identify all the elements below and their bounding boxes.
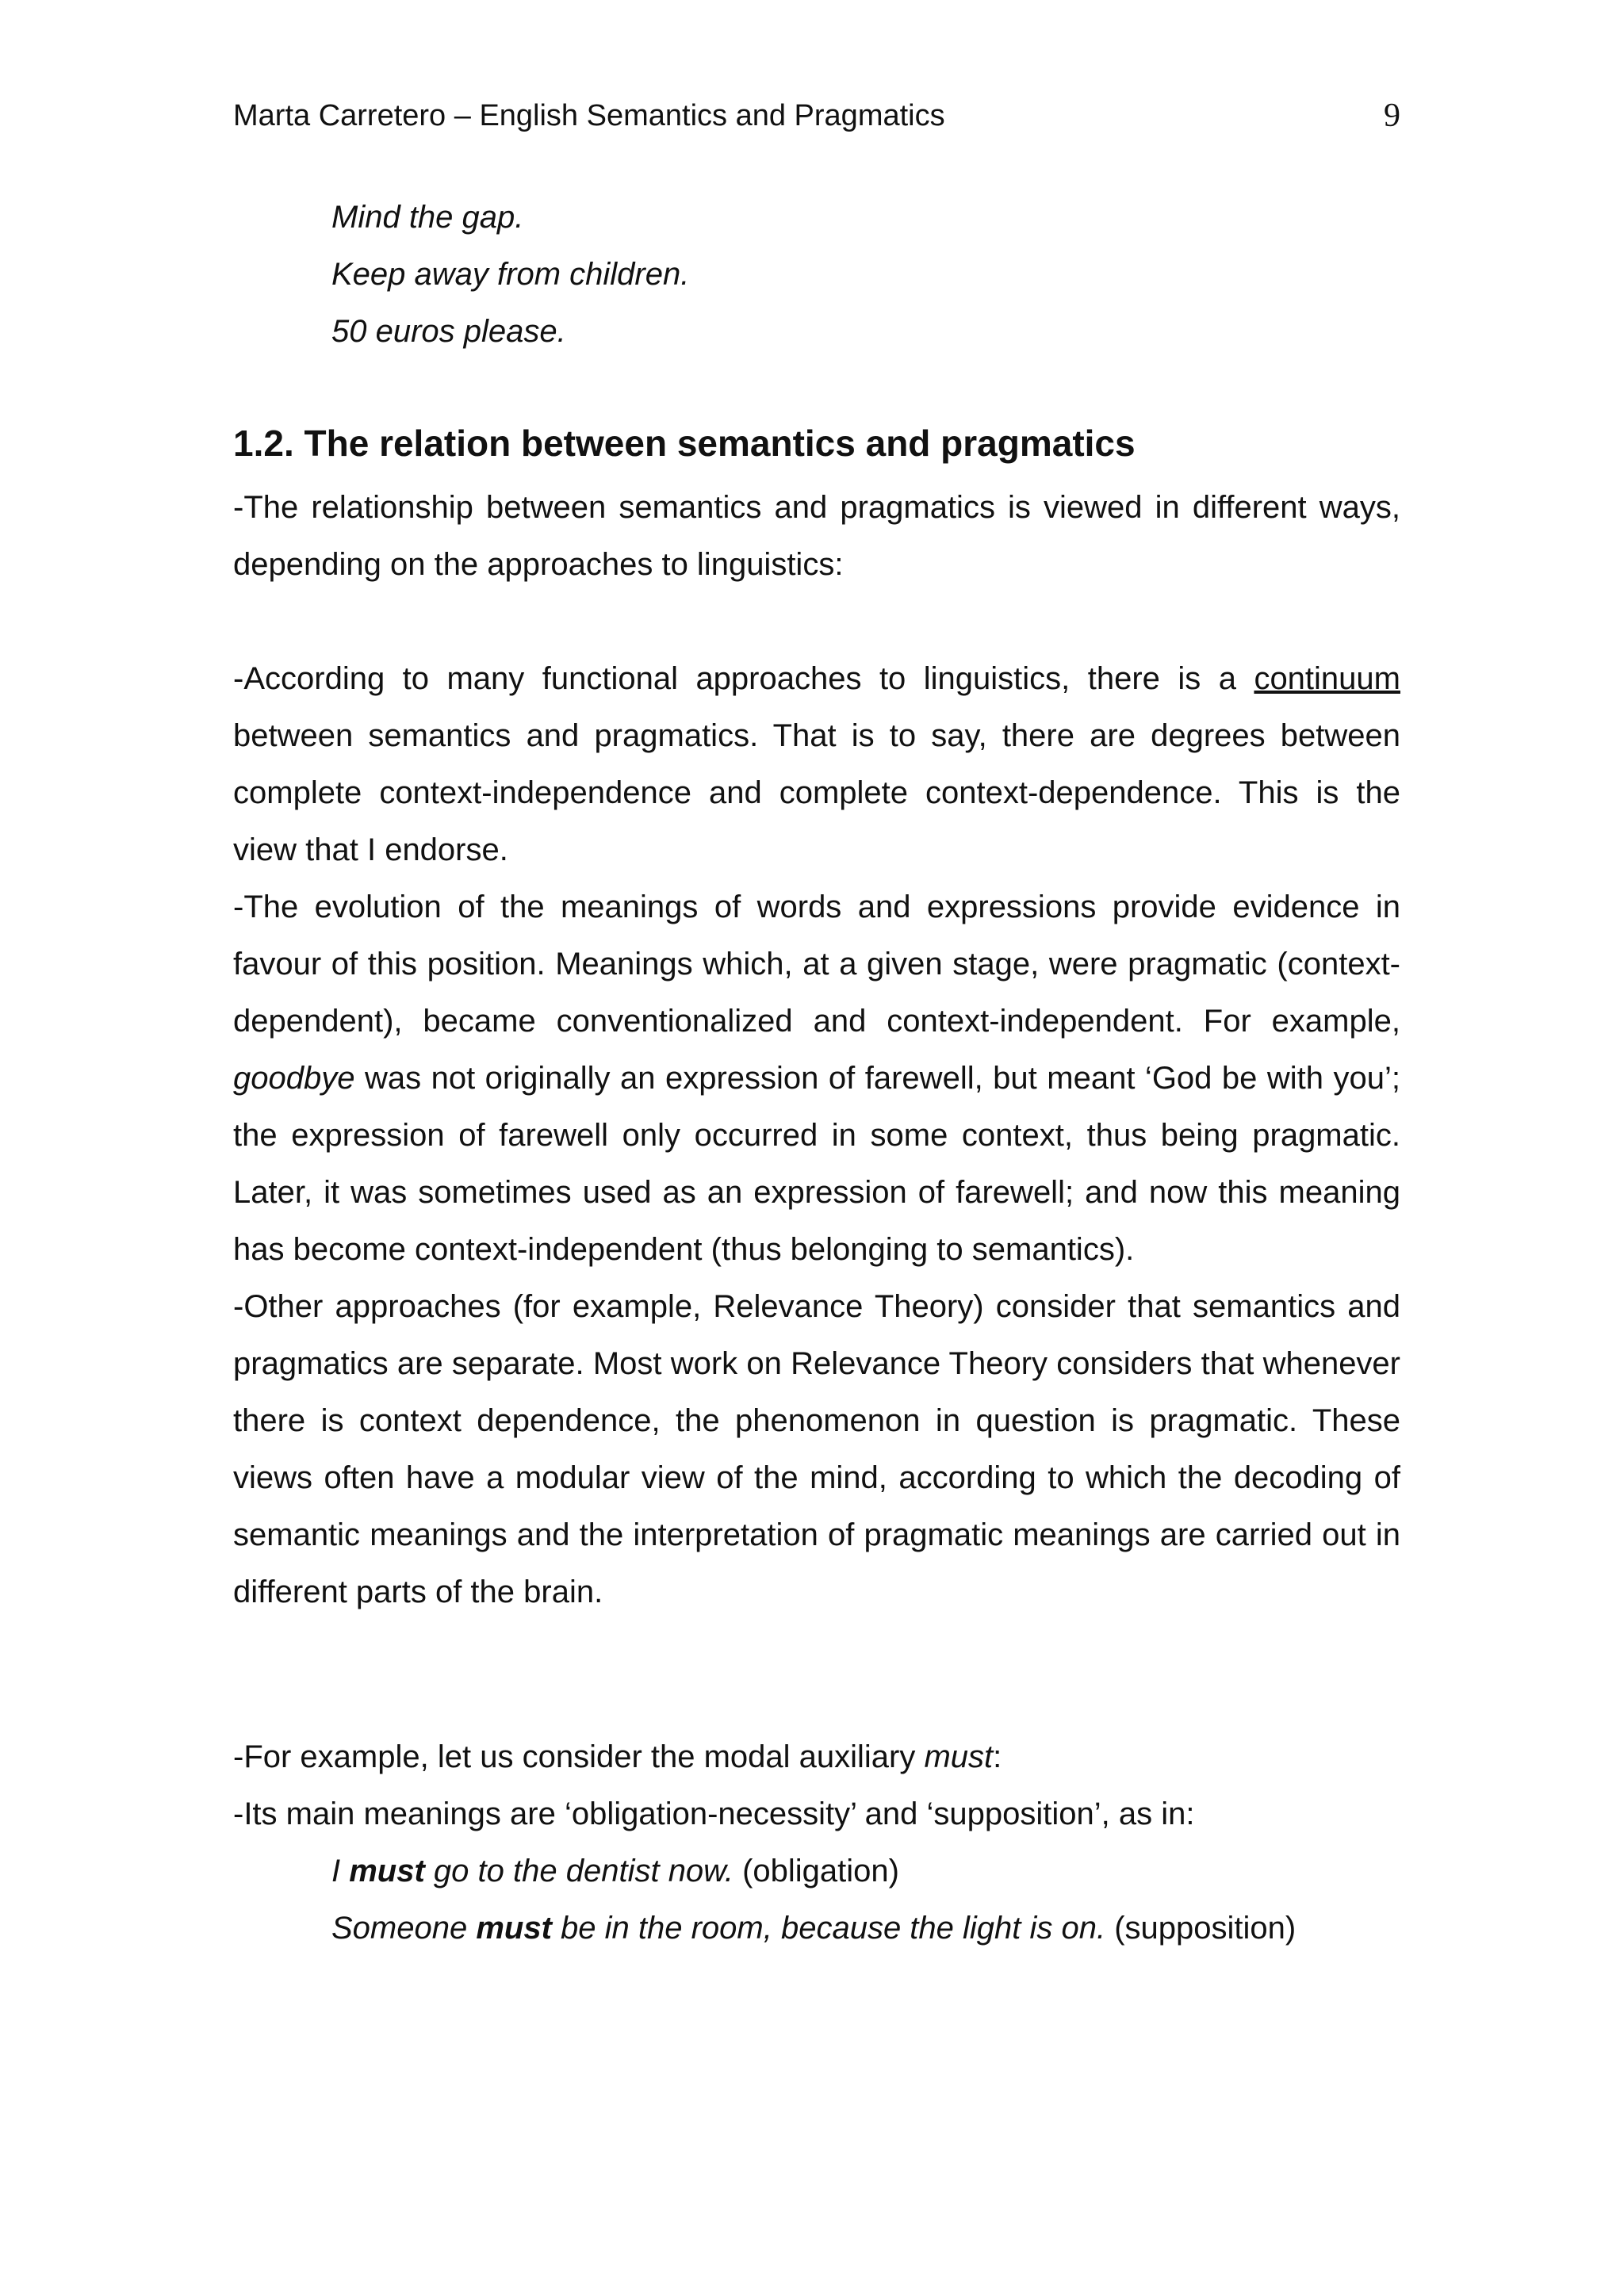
- text-run: -The evolution of the meanings of words and expressions provide evidence in favour of this position. Meanings which, at a given stage, were pragmatic (context-dependent), became conventionalized and context-independent. For example,: [233, 890, 1400, 1039]
- paragraph-modal: [233, 1728, 1400, 1785]
- example-sentence: Keep away from children.: [331, 257, 690, 292]
- example-label: (supposition): [1105, 1911, 1297, 1946]
- example-obligation: [233, 1843, 1400, 1900]
- text-run: between semantics and pragmatics. That is to say, there are degrees between complete context-independence and complete context-dependence. This is the view that I endorse.: [233, 718, 1400, 867]
- text-run: -For example, let us consider the modal auxiliary: [233, 1739, 925, 1774]
- example-supposition: [233, 1900, 1400, 1957]
- italic-term: must: [924, 1739, 994, 1774]
- page-number: 9: [1384, 98, 1400, 134]
- example-label: (obligation): [733, 1854, 899, 1888]
- paragraph-meanings: -Its main meanings are ‘obligation-necessity’ and ‘supposition’, as in:: [233, 1797, 1195, 1831]
- example-sentence: 50 euros please.: [331, 314, 566, 349]
- text-run: was not originally an expression of farewell, but meant ‘God be with you’; the expression of farewell only occurred in some context, thus being pragmatic. Later, it was sometimes used as an expression of farewell; and now this meaning has become context-independent (thus belonging to semantics).: [233, 1061, 1400, 1267]
- text-run: :: [993, 1739, 1002, 1774]
- page-header: [233, 94, 1400, 138]
- modal-paragraph-block: [233, 1728, 1400, 1957]
- main-paragraph-block: [233, 650, 1400, 1621]
- paragraph-evolution: [233, 878, 1400, 1278]
- italic-term: goodbye: [233, 1061, 355, 1096]
- paragraph-other-approaches: -Other approaches (for example, Relevance Theory) consider that semantics and pragmatics are separate. Most work on Relevance Theory considers that whenever there is context dependence, the phenomenon in question is pragmatic. These views often have a modular view of the mind, according to which the decoding of semantic meanings and the interpretation of pragmatic meanings are carried out in different parts of the brain.: [233, 1289, 1400, 1609]
- example-bold-term: must: [476, 1911, 552, 1946]
- paragraph-functional: [233, 650, 1400, 878]
- underlined-term: continuum: [1254, 661, 1400, 696]
- example-text: Someone: [331, 1911, 477, 1946]
- section-heading: 1.2. The relation between semantics and pragmatics: [233, 423, 1136, 464]
- running-title: Marta Carretero – English Semantics and Pragmatics: [233, 99, 945, 132]
- example-text: go to the dentist now.: [424, 1854, 733, 1888]
- example-sentences-top: [331, 189, 689, 360]
- text-run: -According to many functional approaches to linguistics, there is a: [233, 661, 1254, 696]
- example-sentence: Mind the gap.: [331, 200, 524, 235]
- intro-paragraph-block: [233, 479, 1400, 593]
- paragraph-intro: -The relationship between semantics and pragmatics is viewed in different ways, depending on the approaches to linguistics:: [233, 490, 1400, 582]
- example-text: be in the room, because the light is on.: [551, 1911, 1106, 1946]
- example-text: I: [331, 1854, 350, 1888]
- example-bold-term: must: [349, 1854, 425, 1888]
